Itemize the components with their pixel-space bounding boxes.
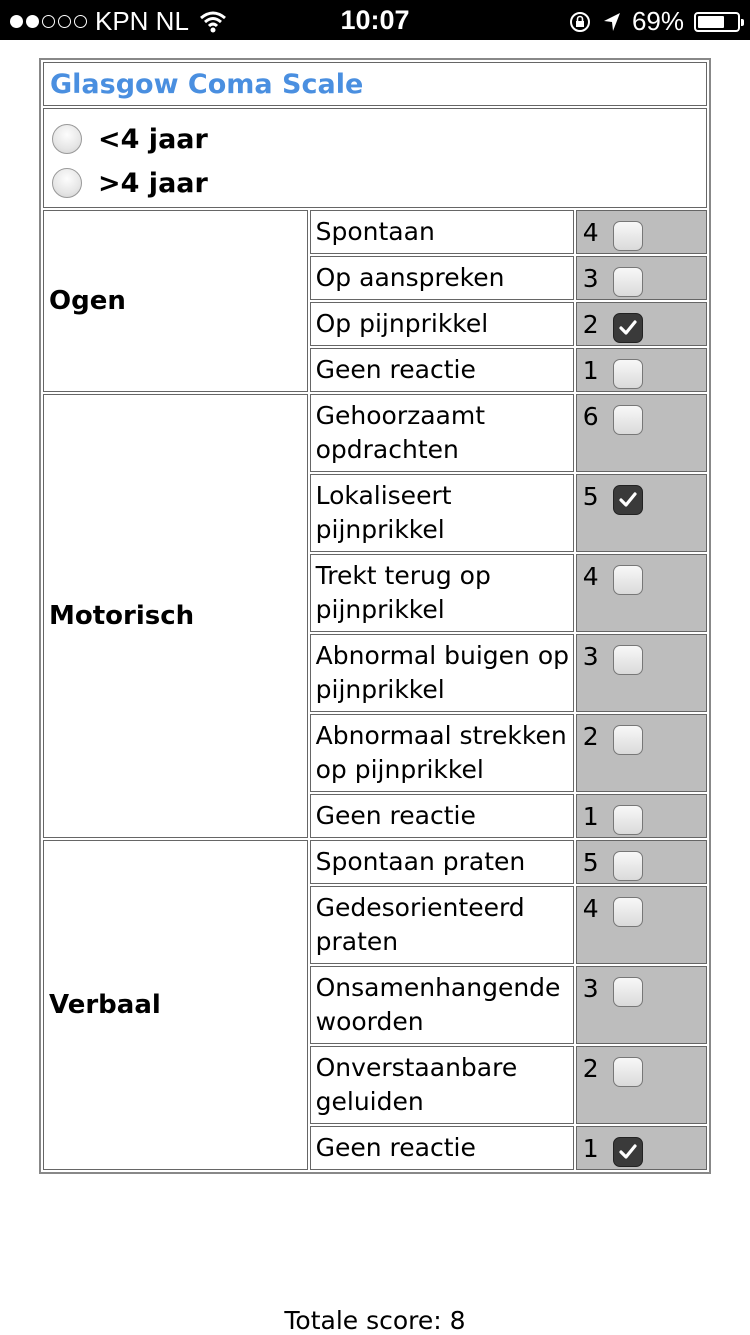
- battery-percentage: 69%: [631, 6, 684, 36]
- status-bar: [0, 0, 750, 40]
- score-cell[interactable]: [576, 394, 707, 472]
- score-cell[interactable]: [576, 840, 707, 884]
- score-value: 6: [582, 402, 599, 431]
- score-value: 3: [582, 642, 599, 671]
- total-score: Totale score: 8: [284, 1306, 466, 1335]
- battery-icon: [694, 12, 740, 32]
- score-value: 1: [582, 802, 599, 831]
- option-label: Abnormal buigen op pijnprikkel: [310, 634, 574, 712]
- glasgow-coma-scale-form: [39, 58, 711, 1174]
- age-option-over-4[interactable]: [52, 161, 706, 205]
- score-value: 1: [582, 1134, 599, 1163]
- option-label: Trekt terug op pijnprikkel: [310, 554, 574, 632]
- option-label: Op aanspreken: [310, 256, 574, 300]
- score-value: 2: [582, 310, 599, 339]
- score-value: 4: [582, 562, 599, 591]
- option-label: Geen reactie: [310, 348, 574, 392]
- score-cell[interactable]: [576, 474, 707, 552]
- score-option-row: [43, 394, 707, 472]
- score-checkbox[interactable]: [613, 313, 643, 343]
- score-checkbox[interactable]: [613, 485, 643, 515]
- score-value: 4: [582, 218, 599, 247]
- option-label: Lokaliseert pijnprikkel: [310, 474, 574, 552]
- score-checkbox[interactable]: [613, 221, 643, 251]
- category-label: Motorisch: [43, 394, 308, 838]
- age-option-under-4[interactable]: [52, 117, 706, 161]
- option-label: Spontaan: [310, 210, 574, 254]
- score-cell[interactable]: [576, 554, 707, 632]
- category-label: Verbaal: [43, 840, 308, 1170]
- score-cell[interactable]: [576, 348, 707, 392]
- score-checkbox[interactable]: [613, 805, 643, 835]
- rotation-lock-icon: [568, 10, 592, 34]
- option-label: Gehoorzaamt opdrachten: [310, 394, 574, 472]
- score-cell[interactable]: [576, 966, 707, 1044]
- option-label: Geen reactie: [310, 1126, 574, 1170]
- score-checkbox[interactable]: [613, 897, 643, 927]
- score-checkbox[interactable]: [613, 645, 643, 675]
- score-value: 1: [582, 356, 599, 385]
- form-title-cell: [43, 62, 707, 106]
- age-selector: [43, 108, 707, 208]
- score-checkbox[interactable]: [613, 267, 643, 297]
- form-title: Glasgow Coma Scale: [50, 68, 364, 100]
- score-checkbox[interactable]: [613, 851, 643, 881]
- location-arrow-icon: [602, 11, 622, 33]
- option-label: Gedesorienteerd praten: [310, 886, 574, 964]
- score-value: 5: [582, 848, 599, 877]
- option-label: Op pijnprikkel: [310, 302, 574, 346]
- score-cell[interactable]: [576, 1046, 707, 1124]
- option-label: Spontaan praten: [310, 840, 574, 884]
- clock: 10:07: [340, 5, 410, 35]
- option-label: Onverstaanbare geluiden: [310, 1046, 574, 1124]
- option-label: Geen reactie: [310, 794, 574, 838]
- score-cell[interactable]: [576, 634, 707, 712]
- score-cell[interactable]: [576, 794, 707, 838]
- score-option-row: [43, 210, 707, 254]
- score-cell[interactable]: [576, 714, 707, 792]
- score-cell[interactable]: [576, 302, 707, 346]
- score-checkbox[interactable]: [613, 725, 643, 755]
- age-option-label: <4 jaar: [98, 123, 208, 155]
- score-value: 2: [582, 722, 599, 751]
- score-option-row: [43, 840, 707, 884]
- option-label: Onsamenhangende woorden: [310, 966, 574, 1044]
- score-cell[interactable]: [576, 1126, 707, 1170]
- score-checkbox[interactable]: [613, 1057, 643, 1087]
- carrier-name: KPN NL: [95, 6, 189, 36]
- score-checkbox[interactable]: [613, 359, 643, 389]
- score-cell[interactable]: [576, 210, 707, 254]
- score-value: 3: [582, 974, 599, 1003]
- score-checkbox[interactable]: [613, 565, 643, 595]
- score-value: 2: [582, 1054, 599, 1083]
- category-label: Ogen: [43, 210, 308, 392]
- score-cell[interactable]: [576, 886, 707, 964]
- score-checkbox[interactable]: [613, 977, 643, 1007]
- score-checkbox[interactable]: [613, 405, 643, 435]
- radio-button-over-4[interactable]: [52, 168, 82, 198]
- score-cell[interactable]: [576, 256, 707, 300]
- option-label: Abnormaal strekken op pijnprikkel: [310, 714, 574, 792]
- score-value: 3: [582, 264, 599, 293]
- score-checkbox[interactable]: [613, 1137, 643, 1167]
- radio-button-under-4[interactable]: [52, 124, 82, 154]
- age-option-label: >4 jaar: [98, 167, 208, 199]
- score-value: 5: [582, 482, 599, 511]
- score-value: 4: [582, 894, 599, 923]
